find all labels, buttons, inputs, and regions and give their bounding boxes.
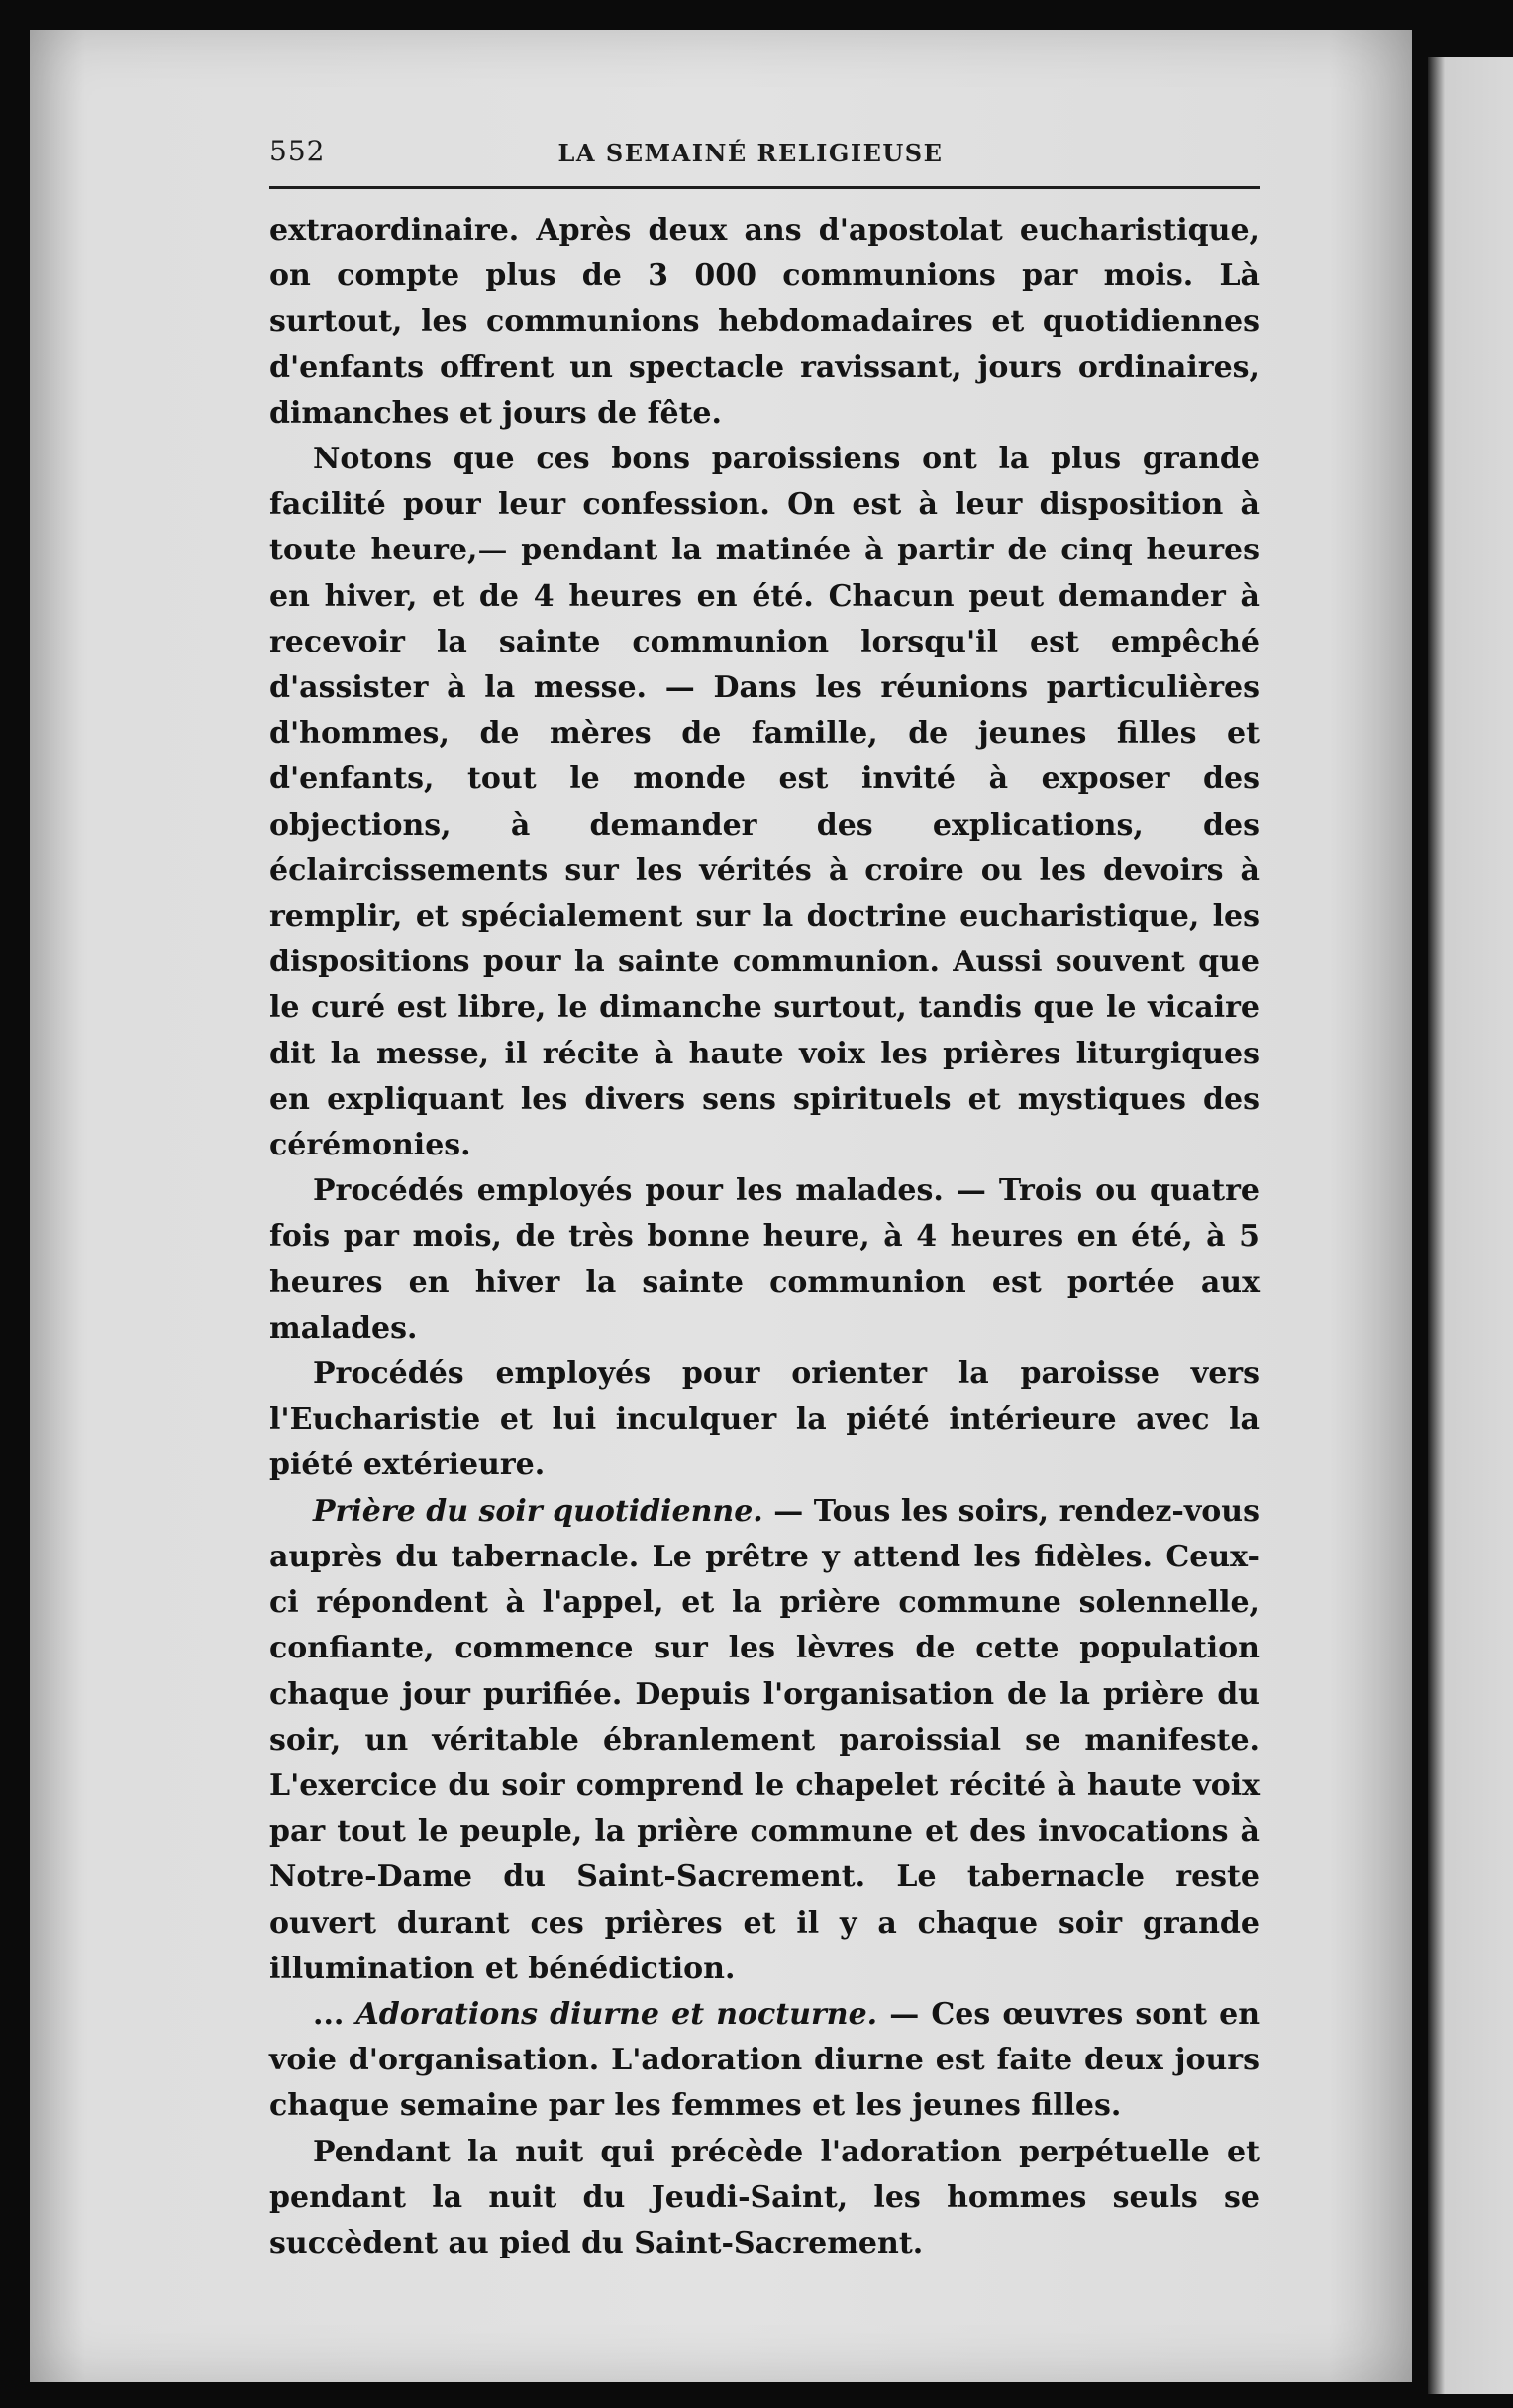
paragraph	[269, 2130, 1260, 2267]
running-title: LA SEMAINÉ RELIGIEUSE	[557, 139, 944, 167]
paragraph-text: — Tous les soirs, rendez-vous auprès du tabernacle. Le prêtre y attend les fidèles. Ceux-ci répondent à l'appel, et la prière commune solennelle, confiante, commence sur les lèvres de cette population chaque jour purifiée. Depuis l'organisation de la prière du soir, un véritable ébranlement paroissial se manifeste. L'exercice du soir comprend le chapelet récité à haute voix par tout le peuple, la prière commune et des invocations à Notre-Dame du Saint-Sacrement. Le tabernacle reste ouvert durant ces prières et il y a chaque soir grande illumination et bénédiction.	[269, 1493, 1260, 1986]
paragraph-italic-heading: Adorations diurne et nocturne.	[355, 1996, 878, 2032]
paragraph-italic-heading: Prière du soir quotidienne.	[313, 1493, 763, 1529]
paragraph	[269, 1168, 1260, 1352]
body-text	[269, 208, 1260, 2266]
paragraph	[269, 1352, 1260, 1489]
next-page-edge	[1428, 57, 1513, 2394]
running-head	[242, 131, 1260, 176]
paragraph	[269, 437, 1260, 1168]
paragraph	[269, 1992, 1260, 2130]
paragraph-text: Procédés employés pour les malades. — Trois ou quatre fois par mois, de très bonne heure, à 4 heures en été, à 5 heures en hiver la sainte communion est portée aux malades.	[269, 1173, 1260, 1346]
header-rule	[269, 186, 1260, 189]
paragraph-text: — Ces œuvres sont en voie d'organisation. L'adoration diurne est faite deux jours chaque semaine par les femmes et les jeunes filles.	[269, 1996, 1261, 2124]
paragraph	[269, 1489, 1260, 1992]
paragraph-text: Procédés employés pour orienter la paroisse vers l'Eucharistie et lui inculquer la piété intérieure avec la piété extérieure.	[269, 1356, 1260, 1483]
paragraph-ellipsis: ...	[313, 1996, 356, 2032]
page-number: 552	[269, 135, 326, 167]
paragraph-text: Pendant la nuit qui précède l'adoration perpétuelle et pendant la nuit du Jeudi-Saint, les hommes seuls se succèdent au pied du Saint-Sacrement.	[269, 2134, 1260, 2260]
paragraph	[269, 208, 1260, 437]
paragraph-text: Notons que ces bons paroissiens ont la plus grande facilité pour leur confession. On est à leur disposition à toute heure,— pendant la matinée à partir de cinq heures en hiver, et de 4 heures en été. Chacun peut demander à recevoir la sainte communion lorsqu'il est empêché d'assister à la messe. — Dans les réunions particulières d'hommes, de mères de famille, de jeunes filles et d'enfants, tout le monde est invité à exposer des objections, à demander des explications, des éclaircissements sur les vérités à croire ou les devoirs à remplir, et spécialement sur la doctrine eucharistique, les dispositions pour la sainte communion. Aussi souvent que le curé est libre, le dimanche surtout, tandis que le vicaire dit la messe, il récite à haute voix les prières liturgiques en expliquant les divers sens spirituels et mystiques des cérémonies.	[269, 442, 1260, 1163]
paragraph-text: extraordinaire. Après deux ans d'apostolat eucharistique, on compte plus de 3 000 communions par mois. Là surtout, les communions hebdomadaires et quotidiennes d'enfants offrent un spectacle ravissant, jours ordinaires, dimanches et jours de fête.	[269, 213, 1260, 431]
